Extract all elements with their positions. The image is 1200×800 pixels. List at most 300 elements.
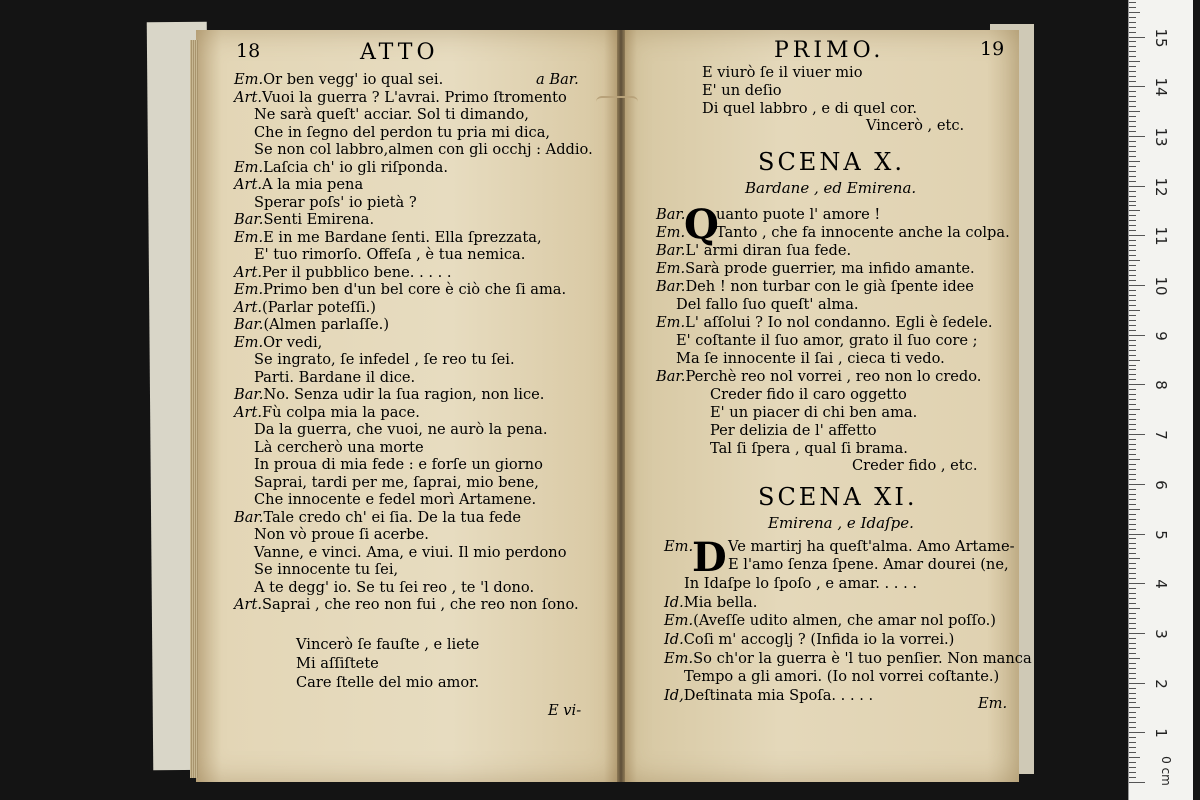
ruler-tick (1129, 414, 1136, 415)
ruler-tick (1129, 409, 1140, 410)
ruler-tick (1129, 27, 1136, 28)
aria-line: Creder fido il caro oggetto (710, 386, 907, 403)
verse-line (254, 439, 424, 456)
ruler-tick (1129, 643, 1136, 644)
measurement-ruler (1128, 0, 1193, 800)
verse-line (664, 556, 1009, 573)
ruler-tick (1129, 449, 1136, 450)
verse-text: Tempo a gli amori. (Io nol vorrei coſtante.) (684, 668, 1000, 686)
verse-line (676, 350, 945, 367)
verse-text: Che innocente e fedel morì Artamene. (254, 491, 537, 508)
verse-line (234, 281, 566, 298)
ruler-tick (1129, 340, 1136, 341)
stage-direction: a Bar. (536, 71, 579, 88)
ruler-tick (1129, 727, 1136, 728)
ruler-tick (1129, 156, 1136, 157)
ruler-tick (1129, 384, 1145, 385)
verse-text: Che in ſegno del perdon tu pria mi dica, (254, 123, 551, 141)
verse-text: Or vedi, (263, 333, 323, 351)
speaker-label: Em. (656, 314, 686, 331)
ruler-tick (1129, 86, 1145, 87)
verse-text: Ne sarà queſt' acciar. Sol ti dimando, (254, 106, 529, 123)
speaker-label: Em. (234, 281, 264, 298)
verse-text: In proua di mia fede : e forſe un giorno (254, 456, 543, 473)
ruler-tick (1129, 658, 1140, 659)
ruler-tick (1129, 777, 1136, 778)
ruler-number: 9 (1152, 330, 1170, 341)
ruler-tick (1129, 325, 1136, 326)
ruler-tick (1129, 81, 1136, 82)
ruler-tick (1129, 479, 1136, 480)
verse-text: L' armi diran ſua fede. (685, 242, 852, 259)
ruler-tick (1129, 394, 1136, 395)
ruler-tick (1129, 553, 1136, 554)
ruler-tick (1129, 722, 1136, 723)
ruler-number: 6 (1152, 480, 1170, 490)
ruler-tick (1129, 126, 1136, 127)
verse-line (656, 224, 1010, 241)
ruler-tick (1129, 106, 1136, 107)
ruler-tick (1129, 17, 1136, 18)
ruler-tick (1129, 345, 1136, 346)
ruler-tick (1129, 22, 1136, 23)
verse-line (664, 631, 954, 648)
verse-text: Là cercherò una morte (254, 438, 424, 456)
ruler-tick (1129, 673, 1136, 674)
ruler-tick (1129, 514, 1136, 515)
ruler-tick (1129, 255, 1136, 256)
speaker-label: Art. (234, 596, 263, 613)
ruler-tick (1129, 111, 1140, 112)
aria-line: E viurò ſe il viuer mio (702, 64, 863, 81)
ruler-tick (1129, 161, 1140, 162)
verse-line (664, 650, 1032, 667)
speaker-label: Em. (656, 224, 686, 241)
aria-line: Di quel labbro , e di quel cor. (702, 100, 918, 117)
verse-text: uanto puote l' amore ! (716, 206, 881, 223)
speaker-label: Bar. (234, 386, 264, 403)
ruler-tick (1129, 136, 1145, 137)
verse-line (254, 544, 566, 561)
ruler-tick (1129, 230, 1136, 231)
ruler-tick (1129, 613, 1136, 614)
ruler-tick (1129, 101, 1136, 102)
speaker-label: Em. (234, 228, 264, 246)
ruler-tick (1129, 489, 1136, 490)
speaker-label: Em. (234, 71, 264, 88)
verse-text: Deh ! non turbar con le già ſpente idee (685, 278, 974, 295)
ruler-number: 12 (1152, 177, 1170, 197)
verse-text: Vuoi la guerra ? L'avrai. Primo ſtromento (262, 88, 567, 106)
ruler-tick (1129, 678, 1136, 679)
page-edges (190, 40, 198, 778)
verse-text: Or ben vegg' io qual sei. (263, 71, 444, 88)
ruler-tick (1129, 205, 1136, 206)
ruler-tick (1129, 399, 1136, 400)
ruler-tick (1129, 71, 1136, 72)
verse-text: Fù colpa mia la pace. (262, 403, 420, 421)
ruler-tick (1129, 757, 1140, 758)
speaker-label: Art. (234, 176, 263, 193)
ruler-tick (1129, 702, 1136, 703)
ruler-tick (1129, 633, 1145, 634)
verse-text: E l'amo ſenza ſpene. Amar dourei (ne, (728, 556, 1009, 573)
ruler-tick (1129, 524, 1136, 525)
page-number-left: 18 (236, 40, 261, 62)
verse-text: Parti. Bardane il dice. (254, 368, 416, 386)
verse-text: Ma ſe innocente il ſai , cieca ti vedo. (676, 350, 945, 367)
verse-line (234, 159, 448, 176)
verse-line (234, 334, 322, 351)
verse-line (684, 575, 917, 592)
ruler-tick (1129, 56, 1136, 57)
verse-text: Senti Emirena. (263, 211, 375, 228)
ruler-tick (1129, 290, 1136, 291)
verse-text: Vanne, e vinci. Ama, e viui. Il mio perdono (254, 543, 567, 561)
ruler-tick (1129, 538, 1136, 539)
verse-text: No. Senza udir la ſua ragion, non lice. (263, 386, 545, 403)
verse-text: L' aſſolui ? Io nol condanno. Egli è ſedele. (685, 314, 993, 331)
ruler-unit: 0 cm (1158, 756, 1173, 786)
verse-line (664, 594, 757, 611)
ruler-tick (1129, 320, 1136, 321)
ruler-tick (1129, 66, 1136, 67)
verse-line (656, 278, 974, 295)
verse-line (254, 421, 547, 438)
ruler-tick (1129, 300, 1136, 301)
binding-thread (596, 96, 638, 108)
ruler-tick (1129, 653, 1136, 654)
speaker-label: Em. (656, 260, 686, 277)
ruler-tick (1129, 618, 1136, 619)
ruler-tick (1129, 146, 1136, 147)
verse-text: Tale credo ch' ei ſia. De la tua fede (263, 508, 522, 526)
ruler-tick (1129, 543, 1136, 544)
ruler-tick (1129, 7, 1136, 8)
ruler-tick (1129, 772, 1136, 773)
page-number-right: 19 (980, 38, 1005, 60)
ruler-tick (1129, 245, 1136, 246)
ruler-tick (1129, 379, 1136, 380)
ruler-tick (1129, 529, 1136, 530)
ruler-tick (1129, 235, 1145, 236)
ruler-tick (1129, 737, 1136, 738)
speaker-label: Id, (664, 686, 684, 704)
ruler-tick (1129, 469, 1136, 470)
ruler-tick (1129, 638, 1136, 639)
scene-x-title: SCENA X. (758, 148, 905, 176)
ruler-tick (1129, 369, 1136, 370)
scene-x-subtitle: Bardane , ed Emirena. (745, 179, 917, 197)
ruler-tick (1129, 732, 1145, 733)
verse-text: Da la guerra, che vuoi, ne aurò la pena. (254, 421, 548, 438)
verse-line (234, 316, 389, 333)
ruler-tick (1129, 534, 1145, 535)
speaker-label: Bar. (656, 242, 686, 259)
ruler-tick (1129, 201, 1136, 202)
verse-text: Del fallo ſuo queſt' alma. (676, 296, 859, 313)
verse-line (684, 668, 999, 685)
watermark (582, 440, 587, 460)
ruler-tick (1129, 558, 1140, 559)
verse-line (234, 229, 542, 246)
ruler-tick (1129, 593, 1136, 594)
verse-line (656, 206, 880, 223)
ruler-tick (1129, 121, 1136, 122)
ruler-tick (1129, 429, 1136, 430)
speaker-label: Em. (664, 538, 694, 555)
speaker-label: Art. (234, 263, 263, 281)
ruler-tick (1129, 250, 1136, 251)
speaker-label: Bar. (656, 368, 686, 385)
ruler-tick (1129, 141, 1136, 142)
verse-text: Laſcia ch' io gli riſponda. (263, 158, 448, 176)
verse-line (234, 264, 452, 281)
ruler-tick (1129, 439, 1136, 440)
ruler-tick (1129, 444, 1136, 445)
verse-text: (Aveſſe udito almen, che amar nol poſſo.) (693, 612, 996, 630)
ruler-tick (1129, 583, 1145, 584)
ruler-tick (1129, 424, 1136, 425)
ruler-number: 4 (1152, 579, 1170, 589)
verse-line (254, 141, 593, 158)
verse-line (676, 296, 859, 313)
ruler-tick (1129, 717, 1136, 718)
ruler-tick (1129, 176, 1136, 177)
ruler-number: 5 (1152, 529, 1170, 540)
ruler-tick (1129, 628, 1136, 629)
ruler-tick (1129, 41, 1136, 42)
speaker-label: Bar. (656, 206, 686, 223)
ruler-tick (1129, 96, 1136, 97)
verse-line (664, 538, 1015, 555)
ruler-tick (1129, 151, 1136, 152)
speaker-label: Em. (664, 612, 694, 630)
ruler-tick (1129, 712, 1136, 713)
verse-line (254, 369, 415, 386)
ruler-tick (1129, 374, 1136, 375)
ruler-tick (1129, 37, 1145, 38)
ruler-tick (1129, 295, 1136, 296)
verse-text: Non vò proue ſi acerbe. (254, 526, 429, 543)
ruler-tick (1129, 474, 1136, 475)
ruler-tick (1129, 335, 1145, 336)
verse-text: E' tuo rimorſo. Offeſa , è tua nemica. (254, 246, 526, 263)
scene-xi-title: SCENA XI. (758, 483, 918, 511)
verse-line (676, 332, 978, 349)
verse-line (664, 687, 873, 704)
verse-text: Primo ben d'un bel core è ciò che ſi ama. (263, 281, 567, 298)
aria-line: E' un piacer di chi ben ama. (710, 404, 918, 421)
ruler-number: 2 (1152, 678, 1170, 689)
ruler-tick (1129, 116, 1136, 117)
verse-text: Sperar poſs' io pietà ? (254, 193, 417, 211)
ruler-tick (1129, 578, 1136, 579)
ruler-number: 15 (1152, 27, 1170, 48)
verse-line (664, 612, 996, 629)
scene-x-aria-end: Creder fido , etc. (852, 457, 978, 474)
verse-line (254, 491, 536, 508)
ruler-tick (1129, 355, 1136, 356)
verse-line (234, 176, 363, 193)
ruler-tick (1129, 563, 1136, 564)
verse-text: (Almen parlaſſe.) (263, 316, 390, 333)
speaker-label: Bar. (234, 508, 264, 526)
verse-line (234, 509, 521, 526)
verse-line (656, 368, 981, 385)
ruler-tick (1129, 404, 1136, 405)
ruler-tick (1129, 365, 1136, 366)
ruler-tick (1129, 782, 1145, 783)
ruler-tick (1129, 191, 1136, 192)
ruler-tick (1129, 762, 1136, 763)
verse-line (254, 561, 398, 578)
ruler-tick (1129, 752, 1136, 753)
verse-text: Tanto , che fa innocente anche la colpa. (716, 224, 1010, 241)
ruler-tick (1129, 215, 1136, 216)
ruler-tick (1129, 698, 1136, 699)
verse-text: Mia bella. (683, 593, 758, 611)
ruler-tick (1129, 51, 1136, 52)
ruler-tick (1129, 608, 1140, 609)
ruler-tick (1129, 389, 1136, 390)
catchword-left: E vi- (548, 702, 582, 719)
right-top-end: Vincerò , etc. (866, 117, 965, 134)
ruler-tick (1129, 688, 1136, 689)
verse-line (234, 299, 376, 316)
ruler-number: 10 (1152, 276, 1170, 296)
ruler-number: 1 (1152, 728, 1170, 739)
verse-line (254, 351, 515, 368)
verse-text: So ch'or la guerra è 'l tuo penſier. Non manca (693, 649, 1032, 667)
verse-text: E' coſtante il ſuo amor, grato il ſuo core ; (676, 332, 978, 349)
ruler-tick (1129, 509, 1140, 510)
ruler-tick (1129, 275, 1136, 276)
ruler-number: 7 (1152, 430, 1170, 440)
ruler-tick (1129, 747, 1136, 748)
ruler-tick (1129, 519, 1136, 520)
aria-line: Tal ſi ſpera , qual ſi brama. (710, 440, 908, 457)
ruler-tick (1129, 171, 1136, 172)
book-gutter (617, 30, 625, 782)
verse-text: Sarà prode guerrier, ma infido amante. (685, 260, 975, 277)
speaker-label: Art. (234, 403, 263, 421)
verse-line (234, 596, 579, 613)
ruler-tick (1129, 330, 1136, 331)
ruler-tick (1129, 663, 1136, 664)
speaker-label: Id. (664, 593, 684, 611)
aria-line: E' un deſio (702, 82, 782, 99)
ruler-tick (1129, 225, 1136, 226)
speaker-label: Em. (234, 333, 264, 351)
verse-text: (Parlar poteſſi.) (262, 298, 376, 316)
ruler-tick (1129, 499, 1136, 500)
ruler-tick (1129, 454, 1136, 455)
ruler-number: 3 (1152, 629, 1170, 639)
ruler-tick (1129, 707, 1140, 708)
verse-text: Se innocente tu ſei, (254, 561, 399, 578)
verse-line (656, 314, 993, 331)
verse-text: Ve martirj ha queſt'alma. Amo Artame- (728, 538, 1015, 555)
verse-text: Per il pubblico bene. . . . . (262, 263, 452, 281)
ruler-tick (1129, 668, 1136, 669)
ruler-tick (1129, 419, 1136, 420)
verse-line (234, 386, 544, 403)
ruler-tick (1129, 32, 1136, 33)
aria-line: Mi aſſiſtete (296, 655, 379, 672)
verse-text: Se ingrato, ſe infedel , ſe reo tu ſei. (254, 351, 515, 368)
ruler-number: 13 (1152, 127, 1170, 147)
ruler-tick (1129, 360, 1140, 361)
ruler-tick (1129, 210, 1140, 211)
ruler-tick (1129, 220, 1136, 221)
ruler-tick (1129, 568, 1136, 569)
verse-line (656, 242, 851, 259)
ruler-tick (1129, 573, 1136, 574)
ruler-tick (1129, 91, 1136, 92)
speaker-label: Art. (234, 298, 263, 316)
ruler-tick (1129, 648, 1136, 649)
ruler-tick (1129, 434, 1145, 435)
ruler-tick (1129, 196, 1136, 197)
verse-text: Saprai , che reo non fui , che reo non ſono. (262, 596, 579, 613)
ruler-tick (1129, 742, 1136, 743)
ruler-tick (1129, 2, 1136, 3)
aria-line: Vincerò ſe fauſte , e liete (296, 636, 480, 653)
ruler-tick (1129, 270, 1136, 271)
ruler-tick (1129, 350, 1136, 351)
speaker-label: Art. (234, 88, 263, 106)
verse-text: A la mia pena (262, 176, 364, 193)
verse-line (234, 404, 420, 421)
ruler-tick (1129, 683, 1145, 684)
ruler-tick (1129, 693, 1136, 694)
verse-line (254, 124, 550, 141)
verse-line (254, 474, 539, 491)
ruler-tick (1129, 240, 1136, 241)
catchword-right: Em. (978, 695, 1008, 712)
verse-line (234, 71, 443, 88)
ruler-tick (1129, 186, 1145, 187)
dropcap-q: Q (684, 201, 719, 248)
verse-text: Se non col labbro,almen con gli occhj : Addio. (254, 141, 593, 158)
ruler-tick (1129, 166, 1136, 167)
speaker-label: Bar. (234, 211, 264, 228)
ruler-tick (1129, 46, 1136, 47)
ruler-tick (1129, 504, 1136, 505)
verse-line (254, 526, 429, 543)
ruler-tick (1129, 494, 1136, 495)
ruler-tick (1129, 767, 1136, 768)
speaker-label: Em. (664, 649, 694, 667)
ruler-tick (1129, 598, 1136, 599)
verse-line (254, 579, 534, 596)
ruler-tick (1129, 131, 1136, 132)
ruler-tick (1129, 548, 1136, 549)
ruler-tick (1129, 588, 1136, 589)
ruler-tick (1129, 265, 1136, 266)
verse-line (656, 260, 975, 277)
speaker-label: Bar. (656, 278, 686, 295)
running-header-left: ATTO (360, 40, 439, 65)
ruler-tick (1129, 280, 1136, 281)
ruler-tick (1129, 484, 1145, 485)
speaker-label: Em. (234, 158, 264, 176)
ruler-number: 11 (1152, 226, 1170, 246)
ruler-tick (1129, 305, 1136, 306)
aria-line: Per delizia de l' affetto (710, 422, 877, 439)
verse-text: Perchè reo nol vorrei , reo non lo credo. (685, 368, 982, 385)
